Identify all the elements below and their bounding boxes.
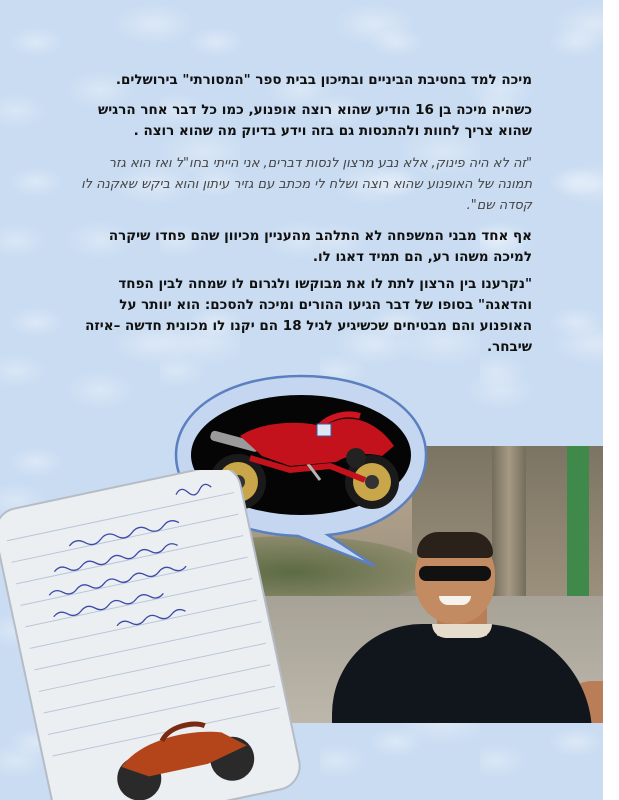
photo-green-post <box>567 446 589 596</box>
man-collar <box>432 624 492 638</box>
paragraph-school: מיכה למד בחטיבת הביניים ובתיכון בבית ספר "המסורתי" בירושלים. <box>115 72 532 88</box>
man-smile <box>439 596 471 605</box>
paragraph-family-worry: אף אחד מבני המשפחה לא התלהב מהעניין מכיוון שהם פחדו שיקרה למיכה משהו רע, הם תמיד דאגו לו. <box>108 228 532 265</box>
quote-parent: "זה לא היה פינוק, אלא נבע מרצון לנסות דברים, אני הייתי בחו"ל ואז הוא גזר תמונה של האופנוע שהוא רוצה ושלח לי מכתב עם גזיר עיתון והוא ביקש שאקנה לו קסדה שם". <box>81 156 532 213</box>
paragraph-motorcycle-wish: כשהיה מיכה בן 16 הודיע שהוא רוצה אופנוע, כמו כל דבר אחר הרגיש שהוא צריך לחוות ולהתנסות גם בזה וידע בדיוק מה שהוא רוצה . <box>97 102 532 139</box>
photo-pillar <box>492 446 526 616</box>
paragraph-agreement: "נקרענו בין הרצון לתת לו את מבוקשו ולגרום לו שמחה לבין הפחד והדאגה" בסופו של דבר הגיעו ההורים ומיכה להסכם: הוא יוותר על האופנוע והם מבטיחים שכשיגיע לגיל 18 הם יקנו לו מכונית חדשה –איזה שיבחר. <box>85 276 532 355</box>
handwritten-note-image <box>0 470 330 800</box>
